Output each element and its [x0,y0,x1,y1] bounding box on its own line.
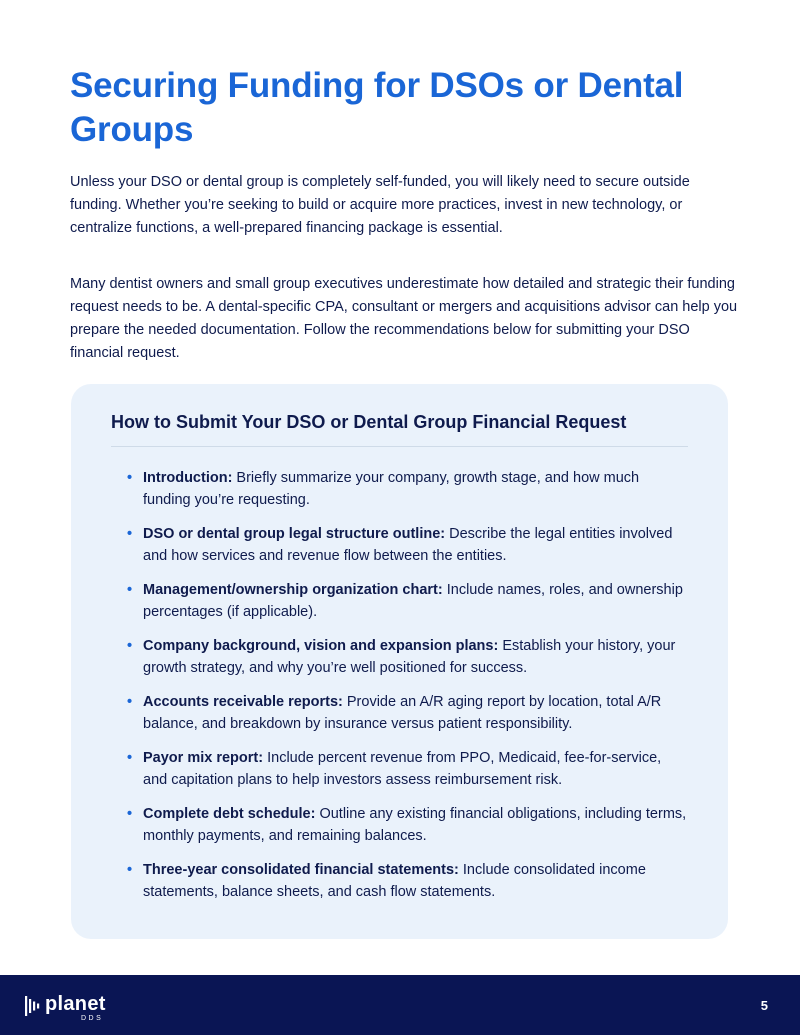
item-label: Introduction: [143,470,233,486]
list-item [127,635,687,679]
item-text: Describe the legal entities involved and how services and revenue flow between the entities. [143,526,673,564]
bullet-icon: • [127,694,133,710]
item-text: Provide an A/R aging report by location, total A/R balance, and breakdown by insurance versus patient responsibility. [143,694,662,732]
item-label: Accounts receivable reports: [143,694,343,710]
item-label: Complete debt schedule: [143,806,316,822]
card-title: How to Submit Your DSO or Dental Group Financial Request [111,412,627,432]
bullet-icon: • [127,582,133,598]
logo-bars-icon [25,996,41,1016]
item-label: Three-year consolidated financial statements: [143,862,459,878]
intro-paragraph-2: Many dentist owners and small group executives underestimate how detailed and strategic their funding request needs to be. A dental-specific CPA, consultant or mergers and acquisitions advisor can help you prepare the needed documentation. Follow the recommendations below for submitting your DSO financial request. [70,276,738,361]
page-title: Securing Funding for DSOs or Dental Groups [70,66,684,149]
bullet-icon: • [127,470,133,486]
list-item [127,467,687,511]
requirements-list [127,467,687,915]
item-text: Include names, roles, and ownership percentages (if applicable). [143,582,683,620]
list-item [127,523,687,567]
intro-paragraph-1: Unless your DSO or dental group is completely self-funded, you will likely need to secure outside funding. Whether you’re seeking to build or acquire more practices, invest in new technology, or centralize functions, a well-prepared financing package is essential. [70,174,690,236]
item-label: Management/ownership organization chart: [143,582,443,598]
page-number: 5 [760,998,768,1013]
item-label: Company background, vision and expansion plans: [143,638,499,654]
logo-subtext: DDS [81,1015,104,1022]
item-text: Include consolidated income statements, balance sheets, and cash flow statements. [143,862,646,900]
funding-request-card [71,384,728,939]
list-item [127,747,687,791]
bullet-icon: • [127,638,133,654]
logo-wordmark: planet [45,993,106,1015]
item-text: Outline any existing financial obligations, including terms, monthly payments, and remaining balances. [143,806,687,844]
item-text: Include percent revenue from PPO, Medicaid, fee-for-service, and capitation plans to help investors assess reimbursement risk. [143,750,662,788]
item-label: Payor mix report: [143,750,264,766]
bullet-icon: • [127,862,133,878]
bullet-icon: • [127,806,133,822]
page-footer [0,975,800,1035]
item-text: Briefly summarize your company, growth stage, and how much funding you’re requesting. [143,470,640,508]
list-item [127,859,687,903]
list-item [127,691,687,735]
list-item [127,579,687,623]
bullet-icon: • [127,750,133,766]
item-label: DSO or dental group legal structure outline: [143,526,446,542]
planet-dds-logo [25,993,125,1023]
list-item [127,803,687,847]
bullet-icon: • [127,526,133,542]
card-divider [111,446,688,447]
item-text: Establish your history, your growth strategy, and why you’re well positioned for success. [143,638,676,676]
